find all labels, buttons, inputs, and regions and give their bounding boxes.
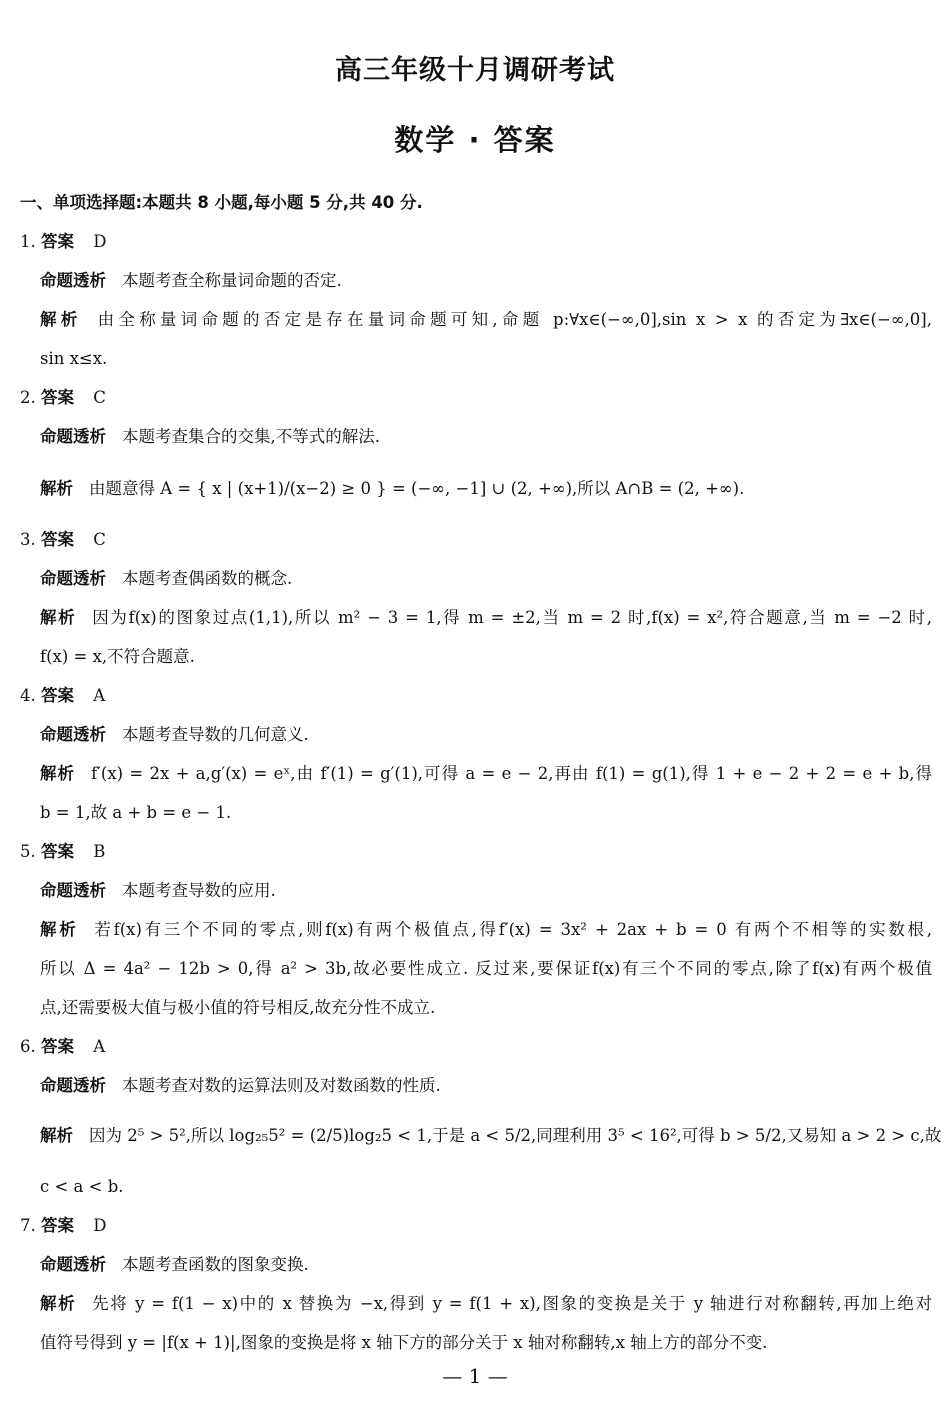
q7-analysis-2: 值符号得到 y = |f(x + 1)|,图象的变换是将 x 轴下方的部分关于 x 轴对称翻转,x 轴上方的部分不变. (40, 1333, 768, 1352)
q1-number: 1. (20, 232, 36, 251)
q1-focus-line (40, 270, 932, 292)
q3-analysis-label: 解析 (40, 608, 77, 627)
q4-answer-label: 答案 (41, 686, 74, 705)
q5-analysis-2: 所以 Δ = 4a² − 12b > 0,得 a² > 3b,故必要性成立. 反过来,要保证f(x)有三个不同的零点,除了f(x)有两个极值 (40, 959, 932, 978)
q7-analysis-label: 解析 (40, 1294, 77, 1313)
q1-focus-label: 命题透析 (40, 271, 106, 290)
q5-focus: 本题考查导数的应用. (122, 881, 276, 900)
q6-analysis-1: 因为 2⁵ > 5²,所以 log₂₅5² = (2/5)log₂5 < 1,于是 a < 5/2,同理利用 3⁵ < 16²,可得 b > 5/2,又易知 a > 2 > c,故 (89, 1126, 942, 1145)
q4-number: 4. (20, 686, 36, 705)
q3-analysis-1: 因为f(x)的图象过点(1,1),所以 m² − 3 = 1,得 m = ±2,当 m = 2 时,f(x) = x²,符合题意,当 m = −2 时, (92, 608, 932, 627)
q1-analysis-line (40, 309, 932, 331)
q6-number: 6. (20, 1037, 36, 1056)
q7-analysis-line (40, 1293, 932, 1315)
q7-focus: 本题考查函数的图象变换. (122, 1255, 309, 1274)
q2-analysis-1: 由题意得 A = { x | (x+1)/(x−2) ≥ 0 } = (−∞, −1] ∪ (2, +∞),所以 A∩B = (2, +∞). (89, 479, 745, 498)
q3-focus: 本题考查偶函数的概念. (122, 569, 293, 588)
q2-focus: 本题考查集合的交集,不等式的解法. (122, 427, 380, 446)
q6-focus-line (40, 1075, 932, 1097)
q5-answer: B (93, 842, 106, 861)
q2-focus-label: 命题透析 (40, 427, 106, 446)
q1-answer-label: 答案 (41, 232, 74, 251)
q4-focus-label: 命题透析 (40, 725, 106, 744)
q6-focus: 本题考查对数的运算法则及对数函数的性质. (122, 1076, 441, 1095)
q3-answer-line (20, 529, 932, 551)
q4-focus-line (40, 724, 932, 746)
q1-focus: 本题考查全称量词命题的否定. (122, 271, 342, 290)
q3-analysis-line (40, 607, 932, 629)
q1-analysis-1: 由全称量词命题的否定是存在量词命题可知,命题 p:∀x∈(−∞,0],sin x > x 的否定为∃x∈(−∞,0], (97, 310, 932, 329)
q5-analysis-1: 若f(x)有三个不同的零点,则f(x)有两个极值点,得f′(x) = 3x² + 2ax + b = 0 有两个不相等的实数根, (94, 920, 932, 939)
q2-number: 2. (20, 388, 36, 407)
q4-answer-line (20, 685, 932, 707)
q5-focus-label: 命题透析 (40, 881, 106, 900)
q5-analysis-line (40, 919, 932, 941)
q5-analysis-label: 解析 (40, 920, 79, 939)
q1-answer-line (20, 231, 932, 253)
q2-answer: C (93, 388, 106, 407)
q6-answer: A (93, 1037, 106, 1056)
q5-answer-line (20, 841, 932, 863)
q7-analysis-1: 先将 y = f(1 − x)中的 x 替换为 −x,得到 y = f(1 + x),图象的变换是关于 y 轴进行对称翻转,再加上绝对 (92, 1294, 932, 1313)
q5-answer-label: 答案 (41, 842, 74, 861)
q6-analysis-label: 解析 (40, 1126, 73, 1145)
q6-answer-label: 答案 (41, 1037, 74, 1056)
q4-analysis-line (40, 763, 932, 785)
q2-focus-line (40, 426, 932, 448)
exam-title: 高三年级十月调研考试 (335, 55, 615, 86)
q7-answer-line (20, 1215, 932, 1237)
q4-answer: A (93, 686, 106, 705)
q2-analysis-label: 解析 (40, 479, 73, 498)
q1-analysis-2: sin x≤x. (40, 349, 108, 368)
q7-focus-label: 命题透析 (40, 1255, 106, 1274)
page-number: — 1 — (442, 1364, 508, 1388)
q6-focus-label: 命题透析 (40, 1076, 106, 1095)
q4-analysis-label: 解析 (40, 764, 76, 783)
q2-answer-label: 答案 (41, 388, 74, 407)
q5-number: 5. (20, 842, 36, 861)
q3-focus-label: 命题透析 (40, 569, 106, 588)
q5-analysis-3: 点,还需要极大值与极小值的符号相反,故充分性不成立. (40, 998, 436, 1017)
q2-answer-line (20, 387, 932, 409)
q1-analysis-label: 解析 (40, 310, 82, 329)
q7-answer: D (93, 1216, 107, 1235)
q7-focus-line (40, 1254, 932, 1276)
q7-number: 7. (20, 1216, 36, 1235)
q4-analysis-2: b = 1,故 a + b = e − 1. (40, 803, 232, 822)
q5-focus-line (40, 880, 932, 902)
q3-answer-label: 答案 (41, 530, 74, 549)
q7-answer-label: 答案 (41, 1216, 74, 1235)
q4-focus: 本题考查导数的几何意义. (122, 725, 309, 744)
q6-answer-line (20, 1036, 932, 1058)
q6-analysis-2: c < a < b. (40, 1177, 124, 1196)
q3-focus-line (40, 568, 932, 590)
q3-number: 3. (20, 530, 36, 549)
q2-analysis-line (40, 478, 932, 500)
q3-analysis-2: f(x) = x,不符合题意. (40, 647, 195, 666)
exam-subtitle: 数学 · 答案 (394, 123, 556, 157)
q6-analysis-line (40, 1125, 942, 1147)
q3-answer: C (93, 530, 106, 549)
q1-answer: D (93, 232, 107, 251)
q4-analysis-1: f′(x) = 2x + a,g′(x) = eˣ,由 f′(1) = g′(1),可得 a = e − 2,再由 f(1) = g(1),得 1 + e − 2 + 2 = e + b,得 (91, 764, 933, 783)
section-heading: 一、单项选择题:本题共 8 小题,每小题 5 分,共 40 分. (20, 193, 423, 212)
